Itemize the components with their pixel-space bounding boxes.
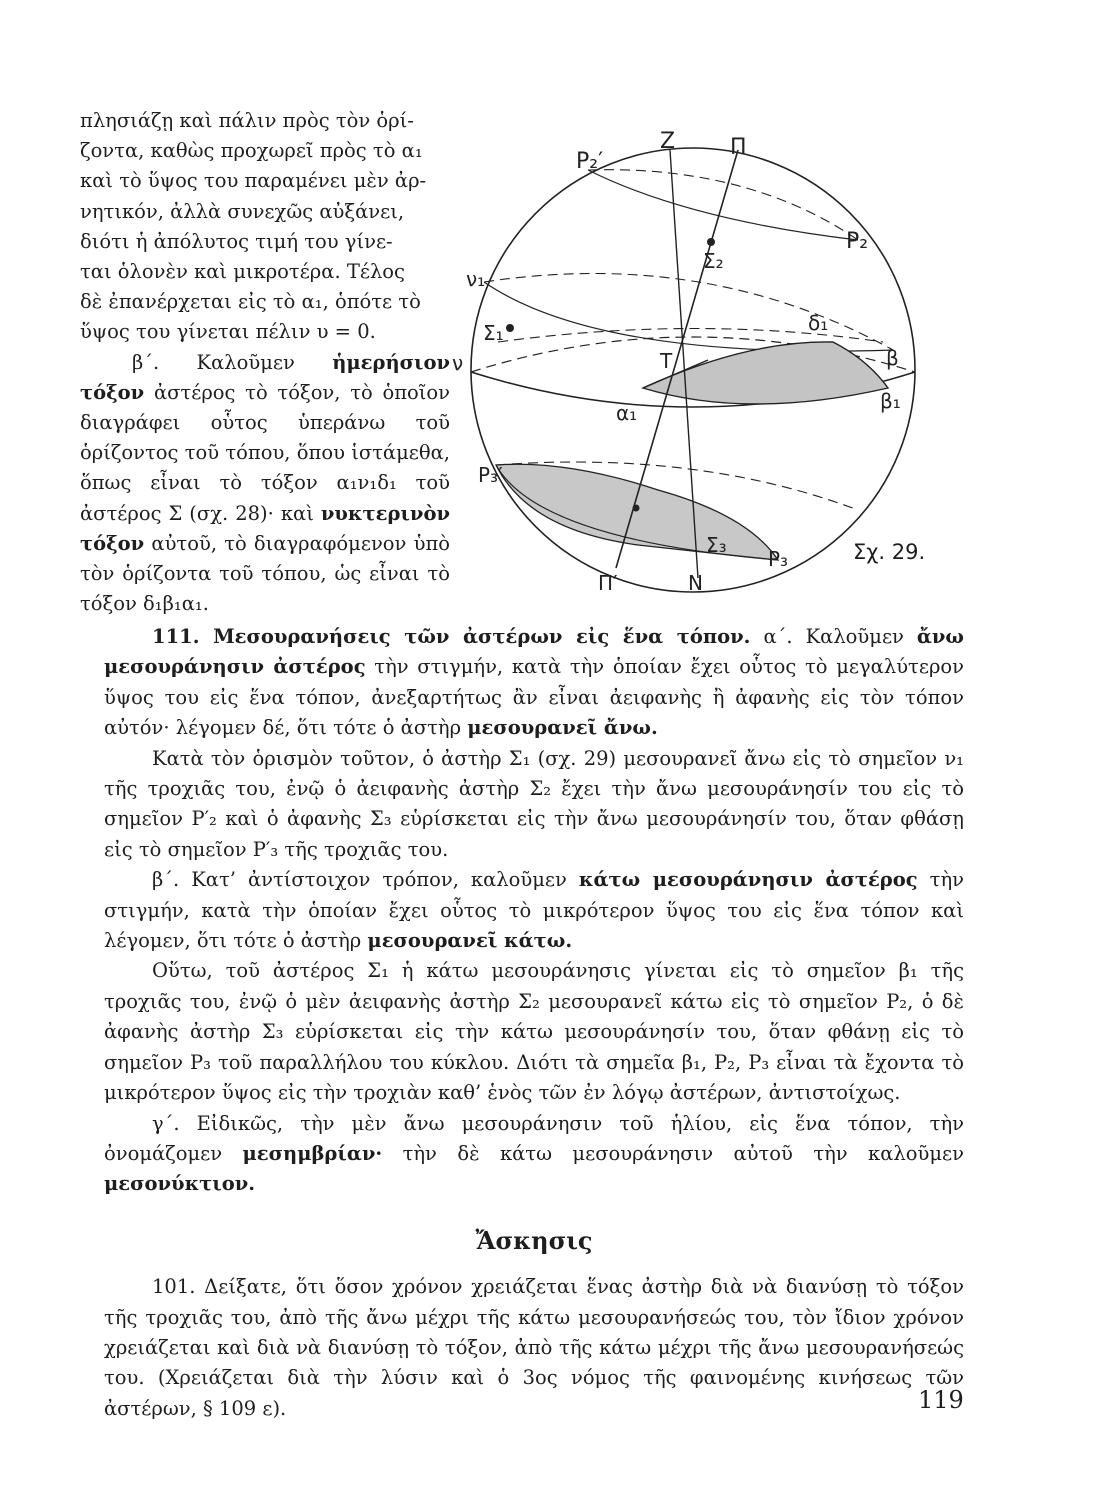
orbit-s1-front xyxy=(484,282,893,351)
star-s1-dot xyxy=(506,324,514,332)
page-number: 119 xyxy=(918,1386,964,1414)
para5-mid: τὴν δὲ κάτω μεσουράνησιν αὐτοῦ τὴν καλοῦμεν xyxy=(382,1141,964,1165)
beta-lead: β΄. Καλοῦμεν xyxy=(132,350,333,374)
intro-line: ὕψος του γίνεται πέλιν υ = 0. xyxy=(80,320,376,344)
section-111-para5 xyxy=(104,1109,964,1200)
section-111-para2: Κατὰ τὸν ὁρισμὸν τοῦτον, ὁ ἀστὴρ Σ₁ (σχ. 29) μεσουρανεῖ ἄνω εἰς τὸ σημεῖον ν₁ τῆς τροχιᾶς του, ἐνῷ ὁ ἀειφανὴς ἀστὴρ Σ₂ ἔχει τὴν ἄνω μεσουράνησίν του εἰς τὸ σημεῖον P′₂ καὶ ὁ ἀφανὴς Σ₃ εὑρίσκεται εἰς τὴν ἄνω μεσουράνησίν του, ὅταν φθάσῃ εἰς τὸ σημεῖον P′₃ τῆς τροχιᾶς του. xyxy=(104,746,964,861)
label-d1: δ₁ xyxy=(808,311,829,335)
beta-paragraph xyxy=(80,348,450,620)
term-upper-culmination: ἄνω μεσουράνησιν ἀστέρος xyxy=(104,625,964,679)
para5-lead: γ΄. Εἰδικῶς, τὴν μὲν ἄνω μεσουράνησιν τοῦ ἡλίου, εἰς ἕνα τόπον, τὴν ὀνομάζομεν xyxy=(104,1111,964,1165)
para3-text: τὴν στιγμήν, κατὰ τὴν ὁποίαν ἔχει οὗτος τὸ μικρότερον ὕψος του εἰς ἕνα τόπον καὶ λέγομεν, ὅτι τότε ὁ ἀστὴρ xyxy=(104,868,964,953)
left-column xyxy=(80,106,450,619)
label-pi-prime: Π′ xyxy=(598,571,618,595)
term-culminates-lower: μεσουρανεῖ κάτω. xyxy=(367,929,573,953)
term-culminates-upper: μεσουρανεῖ ἄνω. xyxy=(467,716,658,740)
section-111-para3 xyxy=(104,865,964,956)
main-text xyxy=(104,622,964,1424)
intro-line: δὲ ἐπανέρχεται εἰς τὸ α₁, ὁπότε τὸ xyxy=(80,290,421,314)
section-111-para1 xyxy=(104,622,964,744)
term-night-arc: νυκτερινὸν τόξον xyxy=(80,501,450,555)
celestial-sphere-figure xyxy=(448,120,958,600)
figure-caption: Σχ. 29. xyxy=(853,540,926,564)
section-111-title: 111. Μεσουρανήσεις τῶν ἀστέρων εἰς ἕνα τόπον. xyxy=(152,625,751,648)
exercise-heading: Ἄσκησις xyxy=(475,1225,593,1255)
label-b: β xyxy=(886,346,899,370)
star-s3-dot xyxy=(633,505,640,512)
intro-line: νητικόν, ἀλλὰ συνεχῶς αὐξάνει, xyxy=(80,199,405,223)
term-noon: μεσημβρίαν· xyxy=(242,1141,383,1165)
intro-line: διότι ἡ ἀπόλυτος τιμή του γίνε- xyxy=(80,229,393,253)
label-p2: P₂ xyxy=(846,229,869,254)
alpha-lead: α΄. Καλοῦμεν xyxy=(750,625,917,648)
term-day-arc: ἡμερήσιον τόξον xyxy=(80,350,450,404)
label-n: N xyxy=(688,571,703,595)
beta-mid: ἀστέρος τὸ τόξον, τὸ ὁποῖον διαγράφει οὗτος ὑπεράνω τοῦ ὁρίζοντος τοῦ τόπου, ὅπου ἱστάμεθα, ὅπως εἶναι τὸ τόξον α₁ν₁δ₁ τοῦ ἀστέρος Σ (σχ. 28)· καὶ xyxy=(80,380,450,525)
label-p2-prime: P₂′ xyxy=(576,149,604,174)
intro-line: ται ὁλονὲν καὶ μικροτέρα. Τέλος xyxy=(80,260,405,284)
term-lower-culmination: κάτω μεσουράνησιν ἀστέρος xyxy=(578,868,918,892)
label-t: T xyxy=(660,349,673,373)
exercise-101: 101. Δείξατε, ὅτι ὅσον χρόνον χρειάζεται ἕνας ἀστὴρ διὰ νὰ διανύσῃ τὸ τόξον τῆς τροχιᾶς του, ἀπὸ τῆς ἄνω μέχρι τῆς κάτω μεσουρανήσεώς του, τὸν ἴδιον χρόνον χρειάζεται καὶ διὰ νὰ διανύσῃ τὸ τόξον, ἀπὸ τῆς κάτω μέχρι τῆς ἄνω μεσουρανήσεώς του. (Χρειάζεται διὰ τὴν λύσιν καὶ ὁ 3ος νόμος τῆς φαινομένης κινήσεως τῶν ἀστέρων, § 109 ε). xyxy=(104,1275,964,1420)
label-v1: ν₁ xyxy=(466,267,486,291)
star-s2-dot xyxy=(707,238,715,246)
label-z: Z xyxy=(660,129,676,154)
label-s3: Σ₃ xyxy=(706,533,727,557)
orbit-s3-shaded xyxy=(496,464,778,560)
label-p3: P₃ xyxy=(768,547,789,571)
label-b1: β₁ xyxy=(880,389,901,413)
orbit-s1-back xyxy=(484,274,893,351)
label-p3-prime: P₃′ xyxy=(478,463,503,487)
section-111-para4: Οὕτω, τοῦ ἀστέρος Σ₁ ἡ κάτω μεσουράνησις γίνεται εἰς τὸ σημεῖον β₁ τῆς τροχιᾶς του, ἐνῷ ὁ μὲν ἀειφανὴς ἀστὴρ Σ₂ μεσουρανεῖ κάτω εἰς τὸ σημεῖον P₂, ὁ δὲ ἀφανὴς ἀστὴρ Σ₃ εὑρίσκεται εἰς τὴν κάτω μεσουράνησίν του, ὅταν φθάνῃ εἰς τὸ σημεῖον P₃ τοῦ παραλλήλου του κύκλου. Διότι τὰ σημεῖα β₁, P₂, P₃ εἶναι τὰ ἔχοντα τὸ μικρότερον ὕψος εἰς τὴν τροχιὰν καθ’ ἑνὸς τῶν ἐν λόγῳ ἀστέρων, ἀντιστοίχως. xyxy=(104,959,964,1105)
label-pi: Π xyxy=(730,135,747,160)
label-v: ν xyxy=(452,351,464,375)
label-s2: Σ₂ xyxy=(703,249,724,273)
term-midnight: μεσονύκτιον. xyxy=(104,1172,256,1196)
intro-line: πλησιάζῃ καὶ πάλιν πρὸς τὸν ὁρί- xyxy=(80,109,414,132)
para3-lead: β΄. Κατ’ ἀντίστοιχον τρόπον, καλοῦμεν xyxy=(152,868,579,892)
intro-line: καὶ τὸ ὕψος του παραμένει μὲν ἀρ- xyxy=(80,169,427,193)
orbit-s2-back xyxy=(588,170,858,240)
intro-line: ζοντα, καθὼς προχωρεῖ πρὸς τὸ α₁ xyxy=(80,139,423,163)
orbit-s2-front xyxy=(588,170,858,240)
para1-text: τὴν στιγμήν, κατὰ τὴν ὁποίαν ἔχει οὗτος τὸ μεγαλύτερον ὕψος του εἰς ἕνα τόπον, ἀνεξαρτήτως ἂν εἶναι ἀειφανὴς ἢ ἀφανὴς εἰς τὸν τόπον αὐτόν· λέγομεν δέ, ὅτι τότε ὁ ἀστὴρ xyxy=(104,655,964,740)
sphere-svg xyxy=(448,120,958,600)
label-s1: Σ₁ xyxy=(483,321,504,345)
label-a1: α₁ xyxy=(616,401,638,425)
beta-end: αὐτοῦ, τὸ διαγραφόμενον ὑπὸ τὸν ὁρίζοντα τοῦ τόπου, ὡς εἶναι τὸ τόξον δ₁β₁α₁. xyxy=(80,531,450,616)
